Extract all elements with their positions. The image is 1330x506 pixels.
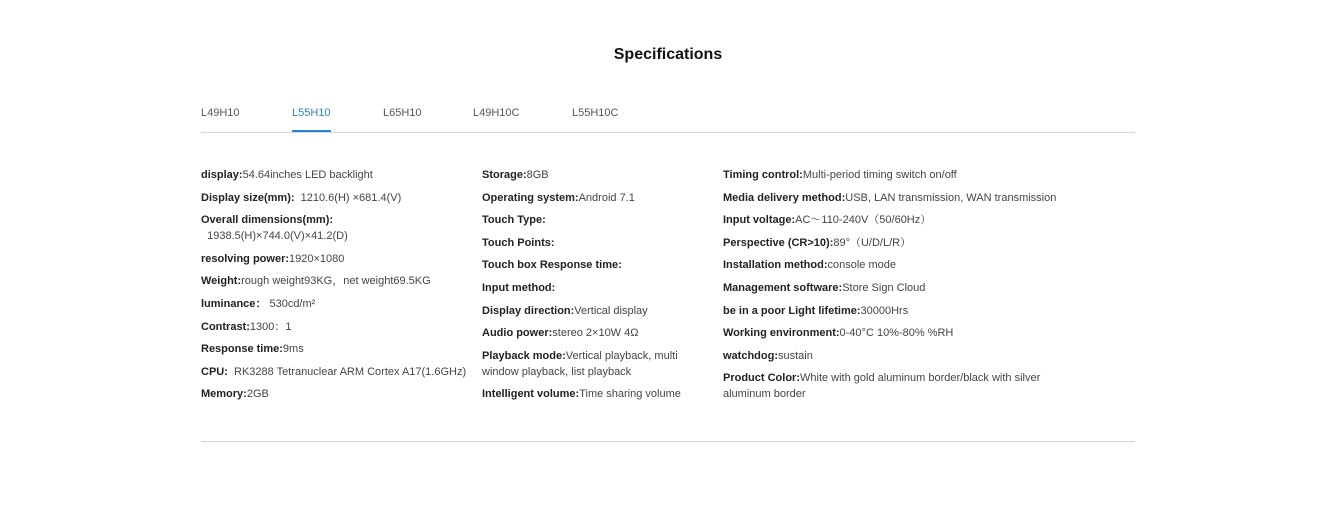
spec-column-2	[482, 167, 716, 409]
tab-l55h10c[interactable]: L55H10C	[572, 107, 619, 119]
tab-l49h10c[interactable]: L49H10C	[473, 107, 520, 119]
spec-installation-method: Installation method:console mode	[723, 259, 896, 272]
spec-audio-power: Audio power:stereo 2×10W 4Ω	[482, 327, 639, 340]
spec-touch-points: Touch Points:	[482, 236, 555, 249]
spec-perspective: Perspective (CR>10):89°（U/D/L/R）	[723, 236, 912, 249]
spec-display: display:54.64inches LED backlight	[201, 169, 373, 181]
spec-overall-dimensions: Overall dimensions(mm): 1938.5(H)×744.0(V)×41.2(D)	[201, 214, 348, 243]
spec-touch-box-response-time: Touch box Response time:	[482, 259, 622, 272]
page-title: Specifications	[613, 46, 723, 63]
spec-input-voltage: Input voltage:AC～110-240V（50/60Hz）	[723, 214, 932, 227]
spec-display-direction: Display direction:Vertical display	[482, 304, 648, 317]
spec-cpu: CPU: RK3288 Tetranuclear ARM Cortex A17(1.6GHz)	[201, 365, 467, 378]
model-tabs	[201, 106, 1135, 133]
spec-operating-system: Operating system:Android 7.1	[482, 191, 635, 204]
spec-watchdog: watchdog:sustain	[723, 349, 813, 362]
spec-input-method: Input method:	[482, 281, 556, 294]
spec-touch-type: Touch Type:	[482, 214, 546, 227]
spec-product-color: Product Color:White with gold aluminum border/black with silver aluminum border	[723, 372, 1041, 401]
bottom-divider	[201, 441, 1135, 442]
spec-display-size: Display size(mm): 1210.6(H) ×681.4(V)	[201, 191, 402, 204]
spec-response-time: Response time:9ms	[201, 343, 304, 356]
spec-management-software: Management software:Store Sign Cloud	[723, 281, 926, 294]
tab-l55h10[interactable]: L55H10	[292, 106, 331, 132]
spec-luminance: luminance： 530cd/m²	[201, 297, 316, 310]
spec-contrast: Contrast:1300：1	[201, 320, 292, 333]
spec-playback-mode: Playback mode:Vertical playback, multi window playback, list playback	[482, 349, 678, 378]
tab-l49h10[interactable]: L49H10	[201, 107, 240, 119]
spec-resolving-power: resolving power:1920×1080	[201, 252, 345, 265]
spec-column-1	[201, 167, 477, 409]
spec-working-environment: Working environment:0-40°C 10%-80% %RH	[723, 327, 954, 340]
spec-light-lifetime: be in a poor Light lifetime:30000Hrs	[723, 304, 909, 317]
spec-intelligent-volume: Intelligent volume:Time sharing volume	[482, 388, 681, 401]
spec-media-delivery-method: Media delivery method:USB, LAN transmission, WAN transmission	[723, 191, 1057, 204]
spec-timing-control: Timing control:Multi-period timing switch on/off	[723, 169, 957, 181]
spec-storage: Storage:8GB	[482, 169, 549, 181]
tab-l65h10[interactable]: L65H10	[383, 107, 422, 119]
spec-memory: Memory:2GB	[201, 388, 269, 401]
spec-column-3	[723, 167, 1088, 409]
spec-weight: Weight:rough weight93KG，net weight69.5KG	[201, 275, 431, 288]
